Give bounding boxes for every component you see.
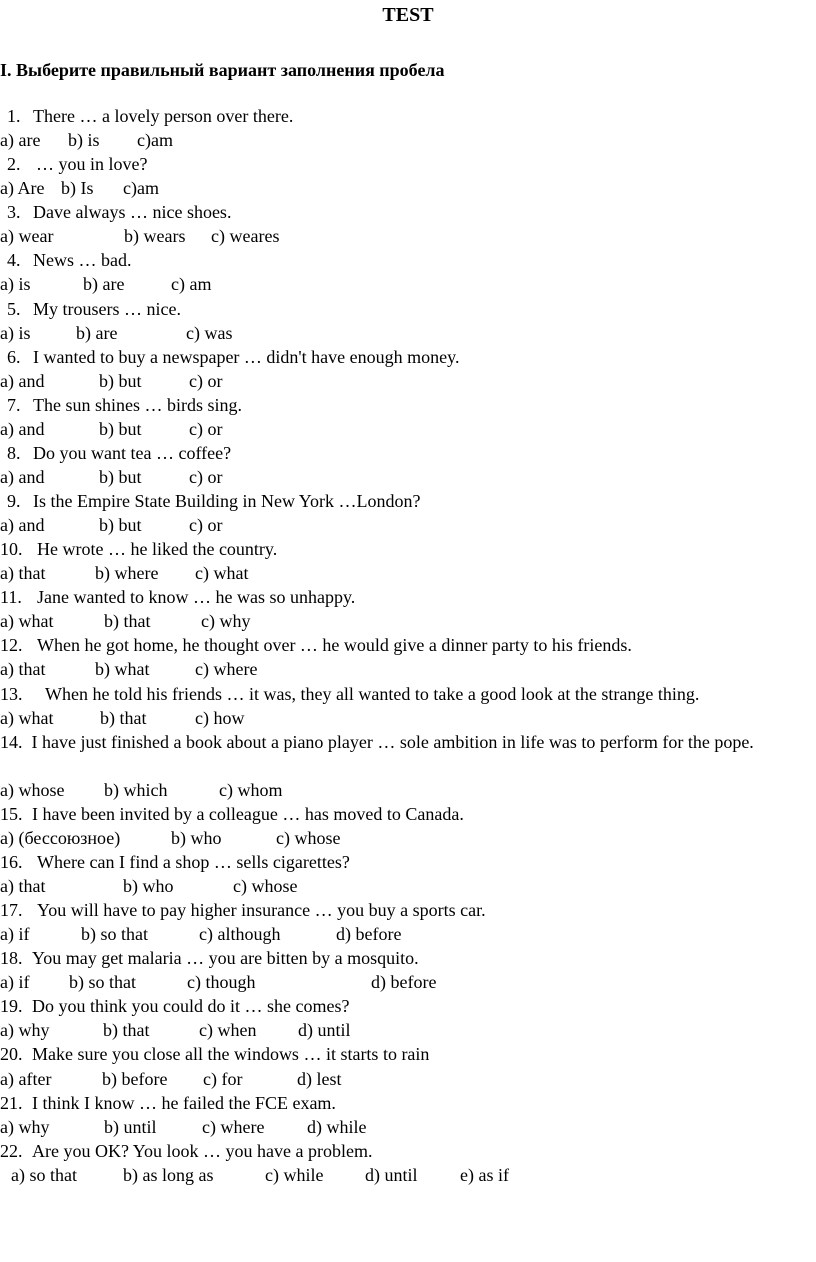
options-16 [0,874,816,898]
question-number: 5. [7,298,21,319]
question-number: 3. [7,202,21,223]
question-18 [0,946,816,970]
option-c[interactable]: c) though [187,972,256,993]
option-d[interactable]: d) lest [297,1068,342,1089]
option-c[interactable]: c) or [189,418,223,439]
question-text: You may get malaria … you are bitten by a mosquito. [32,948,419,969]
question-text: When he told his friends … it was, they all wanted to take a good look at the strange thing. [45,683,700,704]
option-a[interactable]: a) whose [0,779,65,800]
option-c[interactable]: c) how [195,707,245,728]
option-b[interactable]: b) is [68,130,100,151]
option-b[interactable]: b) are [76,322,118,343]
option-b[interactable]: b) that [104,611,151,632]
option-c[interactable]: c) what [195,563,249,584]
option-a[interactable]: a) if [0,924,30,945]
option-c[interactable]: c) or [189,515,223,536]
question-3 [0,200,816,224]
option-a[interactable]: a) and [0,515,45,536]
option-a[interactable]: a) why [0,1020,50,1041]
options-12 [0,657,816,681]
option-c[interactable]: c) or [189,466,223,487]
option-b[interactable]: b) who [171,827,222,848]
option-a[interactable]: a) wear [0,226,54,247]
question-text: Do you want tea … coffee? [33,442,232,463]
option-c[interactable]: c) where [195,659,258,680]
question-number: 19. [0,996,23,1017]
question-16 [0,850,816,874]
option-a[interactable]: a) that [0,563,46,584]
question-text: I have just finished a book about a piano player … sole ambition in life was to perform for the pope. [31,731,754,752]
option-d[interactable]: d) before [371,972,437,993]
question-text: Make sure you close all the windows … it starts to rain [32,1044,430,1065]
options-4 [0,272,816,296]
question-text: Are you OK? You look … you have a problem. [32,1140,373,1161]
question-list [0,104,816,1187]
option-d[interactable]: d) until [298,1020,351,1041]
question-15 [0,802,816,826]
question-text: Do you think you could do it … she comes? [32,996,350,1017]
question-21 [0,1091,816,1115]
options-5 [0,321,816,345]
question-text: Where can I find a shop … sells cigarettes? [37,851,350,872]
option-c[interactable]: c) where [202,1116,265,1137]
question-number: 11. [0,587,22,608]
option-c[interactable]: c) whose [276,827,341,848]
question-text: There … a lovely person over there. [33,106,294,126]
option-e[interactable]: e) as if [460,1164,509,1185]
question-text: … you in love? [36,154,148,175]
question-17 [0,898,816,922]
option-a[interactable]: a) so that [11,1164,77,1185]
option-c[interactable]: c) was [186,322,233,343]
option-d[interactable]: d) before [336,924,402,945]
page-title: TEST [382,4,434,26]
question-9 [0,489,816,513]
question-text: I have been invited by a colleague … has moved to Canada. [32,803,464,824]
question-text: When he got home, he thought over … he would give a dinner party to his friends. [37,635,632,656]
option-c[interactable]: c) when [199,1020,257,1041]
options-1 [0,128,816,152]
option-b[interactable]: b) until [104,1116,157,1137]
options-19 [0,1018,816,1042]
option-c[interactable]: c) whom [219,779,283,800]
options-10 [0,561,816,585]
option-b[interactable]: b) where [95,563,159,584]
options-3 [0,224,816,248]
option-b[interactable]: b) so that [81,924,148,945]
options-6 [0,369,816,393]
options-8 [0,465,816,489]
options-20 [0,1067,816,1091]
question-19 [0,994,816,1018]
question-number: 18. [0,948,23,969]
option-a[interactable]: a) are [0,130,41,151]
question-number: 22. [0,1140,23,1161]
option-b[interactable]: b) but [99,418,142,439]
option-a[interactable]: a) and [0,418,45,439]
option-a[interactable]: a) is [0,322,31,343]
question-text: My trousers … nice. [33,298,181,319]
options-22 [0,1163,816,1187]
question-text: I think I know … he failed the FCE exam. [32,1092,336,1113]
question-text: The sun shines … birds sing. [33,394,242,415]
option-c[interactable]: c) or [189,370,223,391]
question-number: 4. [7,250,21,271]
question-number: 16. [0,851,23,872]
section-heading: I. Выберите правильный вариант заполнения пробела [0,60,445,80]
question-10 [0,537,816,561]
question-text: Jane wanted to know … he was so unhappy. [37,587,356,608]
option-b[interactable]: b) are [83,274,125,295]
options-18 [0,970,816,994]
option-a[interactable]: a) Are [0,178,45,199]
question-22 [0,1139,816,1163]
option-a[interactable]: a) is [0,274,31,295]
option-b[interactable]: b) but [99,515,142,536]
options-15 [0,826,816,850]
option-a[interactable]: a) after [0,1068,52,1089]
options-14 [0,778,816,802]
option-d[interactable]: d) while [307,1116,367,1137]
option-c[interactable]: c) weares [211,226,280,247]
question-1 [0,104,816,128]
question-8 [0,441,816,465]
option-a[interactable]: a) that [0,659,46,680]
question-number: 6. [7,346,21,367]
option-b[interactable]: b) but [99,466,142,487]
option-b[interactable]: b) that [103,1020,150,1041]
option-b[interactable]: b) wears [124,226,186,247]
options-11 [0,609,816,633]
option-a[interactable]: a) why [0,1116,50,1137]
option-c[interactable]: c) am [171,274,212,295]
question-number: 12. [0,635,23,656]
question-2 [0,152,816,176]
option-a[interactable]: a) that [0,876,46,896]
question-number: 7. [7,394,21,415]
question-20 [0,1042,816,1066]
option-c[interactable]: c) for [203,1068,243,1089]
question-13 [0,682,816,706]
question-12 [0,633,816,657]
option-c[interactable]: c) although [199,924,281,945]
options-9 [0,513,816,537]
question-number: 13. [0,683,23,704]
option-c[interactable]: c) whose [233,876,298,896]
question-text: Is the Empire State Building in New York …London? [33,491,421,511]
question-text: He wrote … he liked the country. [37,539,278,560]
option-c[interactable]: c) while [265,1164,324,1185]
question-text: I wanted to buy a newspaper … didn't have enough money. [33,346,460,367]
option-b[interactable]: b) which [104,779,168,800]
option-a[interactable]: a) and [0,466,45,487]
question-number: 1. [7,106,21,126]
option-b[interactable]: b) what [95,659,150,680]
option-b[interactable]: b) but [99,370,142,391]
question-5 [0,297,816,321]
question-number: 17. [0,900,23,921]
options-2 [0,176,816,200]
option-b[interactable]: b) before [102,1068,168,1089]
option-a[interactable]: a) what [0,611,54,632]
question-11 [0,585,816,609]
option-c[interactable]: c)am [137,130,173,151]
question-number: 20. [0,1044,23,1065]
question-number: 8. [7,442,21,463]
option-b[interactable]: b) who [123,876,174,896]
option-a[interactable]: a) what [0,707,54,728]
option-d[interactable]: d) until [365,1164,418,1185]
options-13 [0,706,816,730]
question-text: Dave always … nice shoes. [33,202,232,223]
question-number: 21. [0,1092,23,1113]
question-7 [0,393,816,417]
options-7 [0,417,816,441]
option-a[interactable]: a) and [0,370,45,391]
question-text: News … bad. [33,250,132,271]
option-b[interactable]: b) that [100,707,147,728]
question-4 [0,248,816,272]
option-b[interactable]: b) so that [69,972,136,993]
option-b[interactable]: b) as long as [123,1164,214,1185]
question-14 [0,730,816,778]
question-number: 14. [0,731,23,752]
option-c[interactable]: c)am [123,178,159,199]
question-number: 9. [7,491,21,511]
option-c[interactable]: c) why [201,611,251,632]
question-number: 2. [7,154,21,175]
options-21 [0,1115,816,1139]
options-17 [0,922,816,946]
option-a[interactable]: a) (бессоюзное) [0,827,121,848]
question-number: 15. [0,803,23,824]
option-a[interactable]: a) if [0,972,30,993]
option-b[interactable]: b) Is [61,178,94,199]
question-text: You will have to pay higher insurance … you buy a sports car. [37,900,486,921]
question-number: 10. [0,539,23,560]
question-6 [0,345,816,369]
